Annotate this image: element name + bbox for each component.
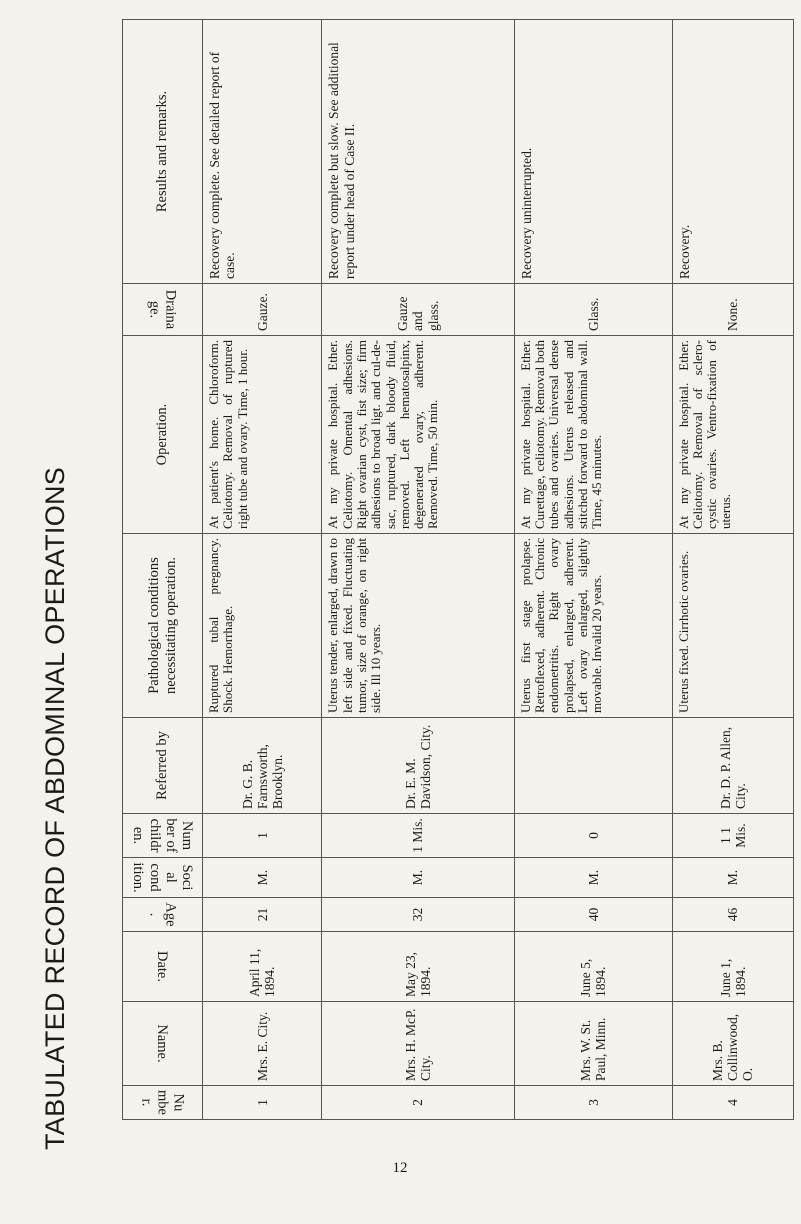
page-title: TABULATED RECORD OF ABDOMINAL OPERATIONS (40, 466, 70, 1150)
cell-name: Mrs. H. McP. City. (322, 1002, 514, 1086)
table-row (322, 20, 514, 1120)
cell-pathological: Ruptured tubal pregnancy. Shock. Hemorrhage. (203, 534, 322, 718)
header-pathological: Pathological conditions necessitating operation. (123, 534, 203, 718)
header-drainage: Drainage. (123, 284, 203, 336)
header-children: Number of children. (123, 814, 203, 858)
header-row (123, 20, 203, 1120)
table-row (514, 20, 672, 1120)
cell-social: M. (672, 858, 793, 898)
cell-name: Mrs. W. St. Paul, Minn. (514, 1002, 672, 1086)
record-table-wrapper (122, 20, 794, 1120)
cell-date: June 5, 1894. (514, 932, 672, 1002)
cell-age: 21 (203, 898, 322, 932)
header-social: Social condition. (123, 858, 203, 898)
cell-age: 32 (322, 898, 514, 932)
cell-number: 3 (514, 1086, 672, 1120)
cell-children: 0 (514, 814, 672, 858)
cell-pathological: Uterus fixed. Cirrhotic ovaries. (672, 534, 793, 718)
cell-children: 1 Mis. (322, 814, 514, 858)
cell-pathological: Uterus first stage prolapse. Retroflexed, adherent. Chronic endometritis. Right ovary prolapsed, enlarged, adherent. Left ovary enlarged, slightly movable. Invalid 20 years. (514, 534, 672, 718)
cell-number: 4 (672, 1086, 793, 1120)
cell-referred: Dr. G. B. Farnsworth, Brooklyn. (203, 718, 322, 814)
table-row (203, 20, 322, 1120)
cell-date: May 23, 1894. (322, 932, 514, 1002)
header-name: Name. (123, 1002, 203, 1086)
cell-drainage: Glass. (514, 284, 672, 336)
header-referred: Referred by (123, 718, 203, 814)
cell-results: Recovery complete. See detailed report of case. (203, 20, 322, 284)
cell-operation: At my private hospital. Ether. Celiotomy. Removal of sclero-cystic ovaries. Ventro-fixation of uterus. (672, 336, 793, 534)
cell-name: Mrs. B. Collinwood, O. (672, 1002, 793, 1086)
cell-operation: At my private hospital. Ether. Curettage, celiotomy. Removal both tubes and ovaries. Universal dense adhesions. Uterus released and stitched forward to abdominal wall. Time, 45 minutes. (514, 336, 672, 534)
cell-results: Recovery uninterrupted. (514, 20, 672, 284)
cell-results: Recovery complete but slow. See additional report under head of Case II. (322, 20, 514, 284)
cell-number: 1 (203, 1086, 322, 1120)
cell-age: 40 (514, 898, 672, 932)
header-age: Age. (123, 898, 203, 932)
cell-referred (514, 718, 672, 814)
cell-operation: At patient's home. Chloroform. Celiotomy. Removal of ruptured right tube and ovary. Time, 1 hour. (203, 336, 322, 534)
cell-pathological: Uterus tender, enlarged, drawn to left side and fixed. Fluctuating tumor, size of orange, on right side. Ill 10 years. (322, 534, 514, 718)
cell-name: Mrs. E. City. (203, 1002, 322, 1086)
page-number: 12 (392, 1160, 408, 1176)
table-row (672, 20, 793, 1120)
header-results: Results and remarks. (123, 20, 203, 284)
cell-number: 2 (322, 1086, 514, 1120)
record-table (122, 19, 794, 1120)
cell-referred: Dr. E. M. Davidson, City. (322, 718, 514, 814)
cell-drainage: Gauze and glass. (322, 284, 514, 336)
cell-drainage: None. (672, 284, 793, 336)
cell-results: Recovery. (672, 20, 793, 284)
cell-age: 46 (672, 898, 793, 932)
cell-social: M. (322, 858, 514, 898)
cell-date: April 11, 1894. (203, 932, 322, 1002)
cell-children: 1 (203, 814, 322, 858)
cell-social: M. (514, 858, 672, 898)
cell-children: 1 1 Mis. (672, 814, 793, 858)
header-number: Number. (123, 1086, 203, 1120)
header-operation: Operation. (123, 336, 203, 534)
cell-drainage: Gauze. (203, 284, 322, 336)
cell-operation: At my private hospital. Ether. Celiotomy. Omental adhesions. Right ovarian cyst, fist size; firm adhesions to broad ligt. and cul-de-sac, ruptured, dark bloody fluid, removed. Left hematosalpinx, degenerated ovary, adherent. Removed. Time, 50 min. (322, 336, 514, 534)
cell-social: M. (203, 858, 322, 898)
header-date: Date. (123, 932, 203, 1002)
cell-date: June 1, 1894. (672, 932, 793, 1002)
cell-referred: Dr. D. P. Allen, City. (672, 718, 793, 814)
